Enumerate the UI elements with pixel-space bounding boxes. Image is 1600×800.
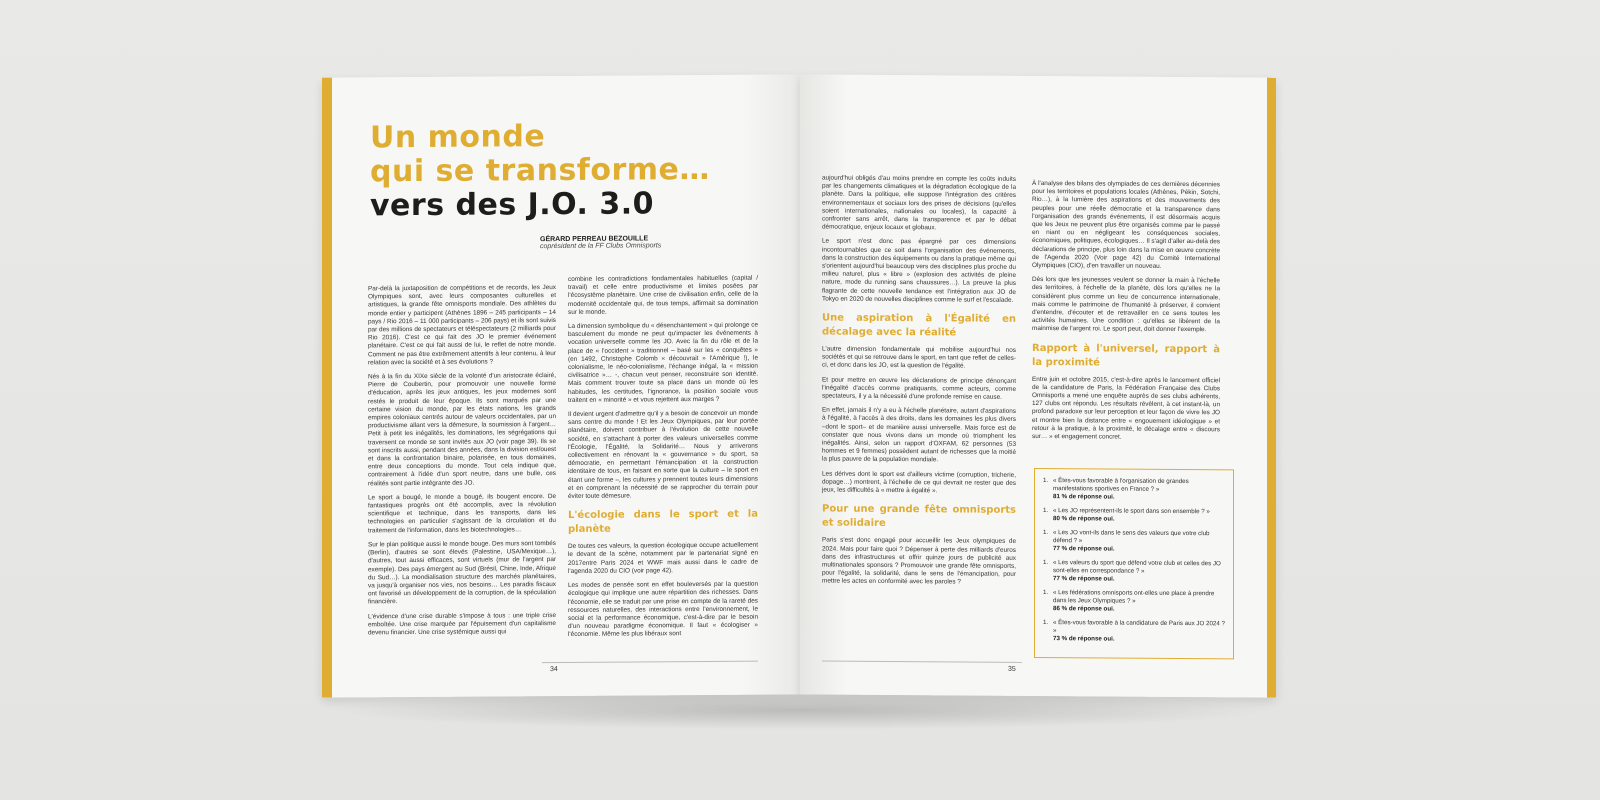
survey-bullet: 1.	[1043, 559, 1049, 567]
folio-rule	[822, 660, 1022, 662]
left-column-1	[368, 284, 556, 643]
folio-rule	[542, 661, 758, 664]
title-line-2: qui se transforme…	[370, 151, 710, 190]
paragraph: Les modes de pensée sont en effet bouleversés par la question écologique qui implique une autre répartition des richesses. Dans l'économie, elle se traduit par une prise en compte de la rareté des ressources naturelles, des interactions entre l'environnement, le social et la performance économique, c'est-à-dire par le besoin d'un nouveau paradigme économique. Il faut « écologiser » l'économie. Même les plus libéraux sont	[568, 580, 758, 639]
survey-item	[1043, 507, 1225, 524]
survey-item	[1043, 477, 1225, 502]
paragraph: aujourd'hui obligés d'au moins prendre en compte les coûts induits par les changements climatiques et la dégradation écologique de la planète. Dans la politique, elle suppose l'intégration des critères environnementaux et sociaux lors des prises de décisions (qu'elles soient internationales, nationales ou locales), la capacité à confronter sans arrêt, dans la transparence et par le débat démocratique, enjeux locaux et globaux.	[822, 174, 1016, 232]
author-name: GÉRARD PERREAU BEZOUILLE	[540, 235, 649, 244]
survey-bullet: 1.	[1043, 619, 1049, 627]
survey-box	[1034, 468, 1234, 659]
survey-bullet: 1.	[1043, 589, 1049, 597]
heading-universel: Rapport à l'universel, rapport à la proximité	[1032, 342, 1220, 369]
left-column-2	[568, 275, 758, 646]
author-role: coprésident de la FF Clubs Omnisports	[540, 242, 662, 251]
survey-answer: 81 % de réponse oui.	[1053, 493, 1115, 501]
paragraph: Le sport a bougé, le monde a bougé, ils bougent encore. De fantastiques progrès ont été accomplis, avec la révolution scientifique et technique, dans les transports, dans les technologies en particulier s'agissant de la circulation et du traitement de l'information, dans les biotechnologies…	[368, 492, 556, 535]
heading-fete: Pour une grande fête omnisports et solidaire	[822, 503, 1016, 530]
page-number-right: 35	[1008, 665, 1016, 673]
paragraph: Nés à la fin du XIXe siècle de la volonté d'un aristocrate éclairé, Pierre de Coubertin, pour promouvoir une nouvelle forme d'éducation, après les jeux antiques, les jeux modernes sont restés le produit de leur époque. Ils sont marqués par une certaine vision du monde, par les états nations, les grands empires coloniaux centrés autour de valeurs occidentales, par un productivisme allant vers la démesure, la soumission à l'argent… Petit à petit les inégalités, les dominations, les ségrégations qui traversent ce monde se sont invités aux JO (voir page 39). Ils se sont inscrits aussi, pendant des années, dans la division est/ouest et dans la confrontation binaire, polarisée, en tous domaines, entre deux conceptions du monde. Tout cela indique que, contrairement à l'idée d'un sport neutre, dans une bulle, ces réalités sont partie intégrante des JO.	[368, 372, 556, 488]
title-line-3: vers des J.O. 3.0	[370, 186, 655, 224]
survey-item	[1043, 559, 1225, 584]
paragraph: Le sport n'est donc pas épargné par ces dimensions incontournables que ce soit dans l'organisation des événements, dans la construction des équipements ou dans la pratique même qui s'orientent aujourd'hui beaucoup vers des disciplines plus proche du milieu naturel, plus « libre » (explosion des activités de pleine nature, mode du running sans chaussures…). La preuve la plus flagrante de cette nouvelle tendance est l'intégration aux JO de Tokyo en 2020 de nouvelles disciplines comme le surf et l'escalade.	[822, 237, 1016, 304]
paragraph: L'évidence d'une crise durable s'impose à tous : une triple crise emboîtée. Une crise marquée par l'épuisement d'un capitalisme devenu financier. Une crise systémique aussi qui	[368, 611, 556, 637]
left-page	[322, 74, 800, 697]
right-accent-bar	[1267, 78, 1276, 698]
survey-bullet: 1.	[1043, 477, 1049, 485]
paragraph: Dès lors que les jeunesses veulent se donner la main à l'échelle des territoires, à l'échelle de la planète, dès lors qu'elles ne la considèrent plus comme un lieu de concurrence internationale, mais comme le patrimoine de l'humanité à préserver, il convient d'entendre, d'écouter et de retravailler en ce sens toutes les activités humaines. Une condition : qu'elles se libèrent de la mainmise de l'argent roi. Le sport peut, doit donner l'exemple.	[1032, 276, 1220, 334]
survey-question: « Les valeurs du sport que défend votre club et celles des JO sont-elles en correspondance ? »	[1053, 559, 1221, 575]
paragraph: Paris s'est donc engagé pour accueillir les Jeux olympiques de 2024. Mais pour faire quoi ? Dépenser à perte des milliards d'euros dans des infrastructures et offrir quinze jours de publicité aux multinationales sponsors ? Promouvoir une grande fête omnisports, pour l'égalité, la solidarité, dans le sens de l'émancipation, pour mettre les actes en conformité avec les paroles ?	[822, 536, 1016, 586]
paragraph: Et pour mettre en œuvre les déclarations de principe dénonçant l'inégalité d'accès comme pratiquants, comme acteurs, comme spectateurs, il y a la nécessité d'une profonde remise en cause.	[822, 376, 1016, 401]
article-title	[370, 119, 710, 223]
survey-item	[1043, 589, 1225, 614]
page-number-left: 34	[550, 666, 558, 674]
paragraph: Sur le plan politique aussi le monde bouge. Des murs sont tombés (Berlin), d'autres se sont élevés (Palestine, USA/Mexique…), d'autres, tout aussi efficaces, sont virtuels (mur de l'argent par exemple). Des pays émergent au Sud (Brésil, Chine, Inde, Afrique du Sud…). La mondialisation structure des marchés planétaires, va jusqu'à organiser nos vies, nos besoins… Les paradis fiscaux ont favorisé un développement de la corruption, de la spéculation financière.	[368, 539, 556, 606]
survey-question: « Les JO vont-ils dans le sens des valeurs que votre club défend ? »	[1053, 529, 1210, 545]
survey-answer: 73 % de réponse oui.	[1053, 635, 1115, 643]
survey-question: « Les JO représentent-ils le sport dans son ensemble ? »	[1053, 507, 1210, 516]
paragraph: De toutes ces valeurs, la question écologique occupe actuellement le devant de la scène, notamment par le partenariat signé en 2017entre Paris 2024 et WWF mais aussi dans le cadre de l'agenda 2020 du CIO (voir page 42).	[568, 541, 758, 575]
heading-ecologie: L'écologie dans le sport et la planète	[568, 508, 758, 536]
survey-item	[1043, 529, 1225, 554]
right-column-1	[822, 174, 1016, 593]
survey-answer: 80 % de réponse oui.	[1053, 515, 1115, 523]
paragraph: Par-delà la juxtaposition de compétitions et de records, les Jeux Olympiques sont, avec leurs composantes culturelles et artistiques, la grande fête omnisports mondiale. Des athlètes du monde entier y participent (Athènes 1896 – 245 participants – 14 pays / Rio 2016 – 11 000 participants – 206 pays) et ils sont suivis par des millions de spectateurs et téléspectateurs (2 milliards pour Rio 2016). C'est ce qui fait des JO le premier événement planétaire. C'est ce qui fait aussi de lui, le reflet de notre monde. Comment ne pas être extrêmement attentifs à leur contenu, à leur relation avec la société et à ses évolutions ?	[368, 284, 556, 367]
left-accent-bar	[322, 78, 332, 698]
right-page	[800, 74, 1276, 697]
paragraph: À l'analyse des bilans des olympiades de ces dernières décennies pour les territoires et populations locales (Athènes, Pékin, Sotchi, Rio…), à la lumière des aspirations et des mouvements des peuples pour une réelle démocratie et la transparence dans l'organisation des grands événements, il est désormais acquis que les Jeux ne peuvent plus être organisés comme par le passé en niant ou en négligeant les conséquences sociales, économiques, politiques, écologiques… Il s'agit d'aller au-delà des déclarations de principe, plus loin dans la mise en œuvre concrète de l'Agenda 2020 (Voir page 42) du Comité International Olympiques (CIO), d'en travailler un nouveau.	[1032, 179, 1220, 270]
survey-answer: 77 % de réponse oui.	[1053, 545, 1115, 553]
paragraph: En effet, jamais il n'y a eu à l'échelle planétaire, autant d'aspirations à l'égalité, à l'accès à des droits, dans les domaines les plus divers –dont le sport– et de manière aussi universelle. Mais force est de constater que nous vivons dans un monde où triomphent les inégalités. Ainsi, selon un rapport d'OXFAM, 62 personnes (53 hommes et 9 femmes) possèdent autant de richesses que la moitié la plus pauvre de la population mondiale.	[822, 406, 1016, 464]
title-line-1: Un monde	[370, 119, 546, 156]
survey-bullet: 1.	[1043, 529, 1049, 537]
paragraph: Il devient urgent d'admettre qu'il y a besoin de concevoir un monde sans centre du monde ! Et les Jeux Olympiques, par leur portée planétaire, doivent contribuer à l'évolution de cette nouvelle société, en s'attachant à porter des valeurs universelles comme l'Écologie, l'Égalité, la Solidarité… Nous y arriverons collectivement en rénovant la « gouvernance » du sport, sa démocratie, en permettant l'émancipation et la construction identitaire de tous, en faisant en sorte que la culture – le sport en étant une forme –, les cultures y prennent toutes leurs dimensions et en comprenant la nécessité de se rapprocher du terrain pour éviter toute démesure.	[568, 409, 758, 501]
survey-question: « Êtes-vous favorable à l'organisation de grandes manifestations sportives en France ? »	[1053, 477, 1189, 493]
survey-question: « Êtes-vous favorable à la candidature de Paris aux JO 2024 ? »	[1053, 619, 1225, 635]
survey-question: « Les fédérations omnisports ont-elles une place à prendre dans les Jeux Olympiques ? »	[1053, 589, 1215, 605]
paragraph: L'autre dimension fondamentale qui mobilise aujourd'hui nos sociétés et qui se retrouve dans le sport, en tant que reflet de celles-ci, et donc dans les JO, est la question de l'égalité.	[822, 345, 1016, 370]
heading-egalite: Une aspiration à l'Égalité en décalage avec la réalité	[822, 312, 1016, 339]
author-block	[540, 235, 720, 250]
right-column-2	[1032, 180, 1220, 449]
survey-answer: 86 % de réponse oui.	[1053, 605, 1115, 613]
paragraph: combine les contradictions fondamentales habituelles (capital / travail) et celle entre productivisme et limites posées par l'écosystème planétaire. Une crise de civilisation enfin, celle de la modernité occidentale qui, de tous temps, affirmait sa domination sur le monde.	[568, 274, 758, 316]
survey-answer: 77 % de réponse oui.	[1053, 575, 1115, 583]
survey-item	[1043, 619, 1225, 644]
paragraph: Les dérives dont le sport est d'ailleurs victime (corruption, tricherie, dopage…) montrent, à l'échelle de ce qui devrait ne rester que des jeux, les difficultés à « mettre à égalité ».	[822, 470, 1016, 495]
paragraph: La dimension symbolique du « désenchantement » qui prolonge ce basculement du monde ne peut qu'impacter les événements à vocation universelle comme les JO. Avec la fin du rôle et de la place de « l'occident » traditionnel – basé sur les « conquêtes » (en 1492, Christophe Colomb « découvrait » l'Amérique !), le colonialisme, le néo-colonialisme, l'échange inégal, la « mission civilisatrice »… -, chacun veut penser, reconstruire son identité. Mais comment trouver toute sa place dans un monde où les habitudes, les certitudes, l'ignorance, la position sociale vous traitent en « minorité » et vous rejettent aux marges ?	[568, 321, 758, 404]
paragraph: Entre juin et octobre 2015, c'est-à-dire après le lancement officiel de la candidature de Paris, la Fédération Française des Clubs Omnisports a mené une enquête auprès de ses clubs adhérents, 127 clubs ont répondu. Les résultats révèlent, à cet instant-là, un profond paradoxe sur leur perception et leur façon de vivre les JO et montre bien la distance entre « engouement idéologique » et retour à la pratique, à la proximité, le décalage entre « discours sur… » et engagement concret.	[1032, 375, 1220, 441]
survey-bullet: 1.	[1043, 507, 1049, 515]
